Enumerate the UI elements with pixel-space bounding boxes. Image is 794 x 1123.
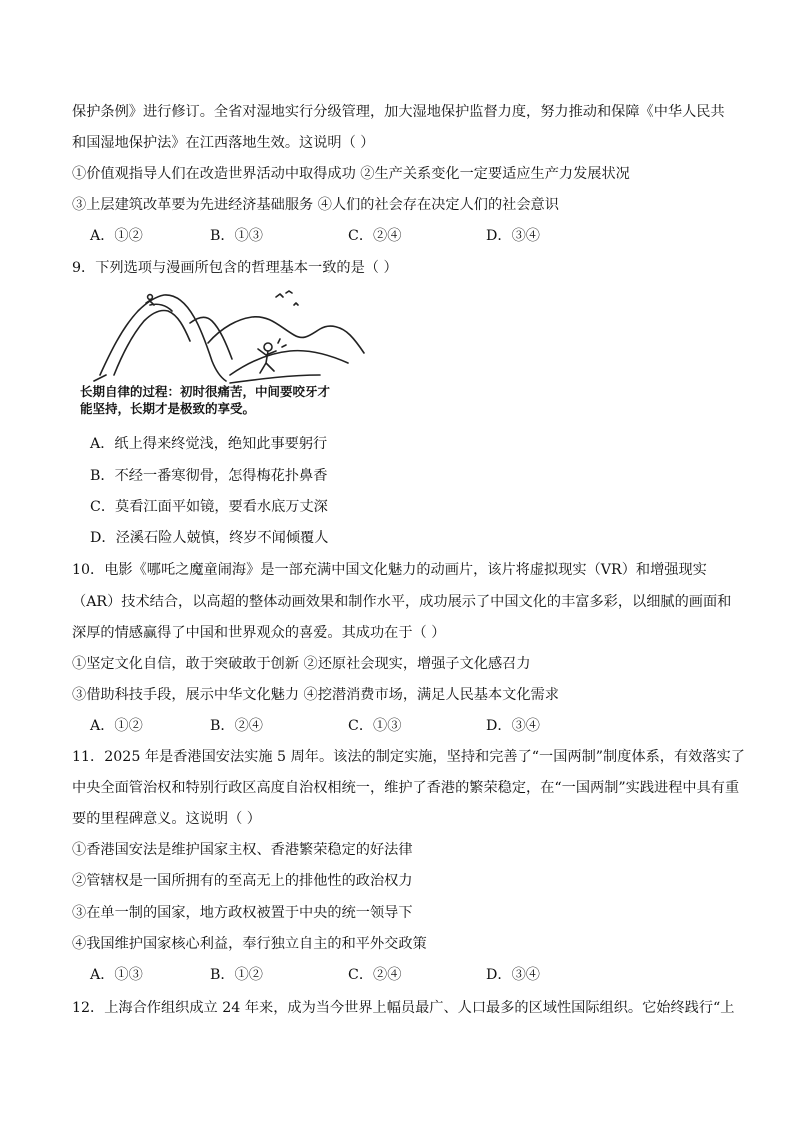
q8-option-a[interactable]: A．①② [90, 228, 143, 244]
q11-stem-line-2: 中央全面管治权和特别行政区高度自治权相统一，维护了香港的繁荣稳定，在“一国两制”实践进程中具有重 [72, 780, 740, 796]
q12-stem-line-1: 12．上海合作组织成立 24 年来，成为当今世界上幅员最广、人口最多的区域性国际组织。它始终践行“上 [72, 1000, 735, 1016]
cartoon-caption-line-1: 长期自律的过程：初时很痛苦，中间要咬牙才 [80, 384, 331, 399]
steep-mountain-outline [100, 295, 226, 381]
q10-statements-1-2: ①坚定文化自信，敢于突破敢于创新 ②还原社会现实，增强子文化感召力 [72, 656, 531, 672]
q8-option-d[interactable]: D．③④ [486, 228, 540, 244]
q8-stem-line-2: 和国湿地保护法》在江西落地生效。这说明（ ） [72, 135, 375, 151]
gentle-hills [208, 317, 364, 353]
q8-option-b[interactable]: B．①③ [210, 228, 263, 244]
q11-statement-3: ③在单一制的国家，地方政权被置于中央的统一领导下 [72, 905, 413, 921]
q10-stem-line-1: 10．电影《哪吒之魔童闹海》是一部充满中国文化魅力的动画片，该片将虚拟现实（VR）和增强现实 [72, 562, 707, 578]
q8-statements-3-4: ③上层建筑改革要为先进经济基础服务 ④人们的社会存在决定人们的社会意识 [72, 197, 559, 213]
q9-option-a[interactable]: A．纸上得来终觉浅，绝知此事要躬行 [90, 436, 328, 452]
q10-option-b[interactable]: B．②④ [210, 718, 263, 734]
q11-stem-line-3: 要的里程碑意义。这说明（ ） [72, 811, 261, 827]
q11-statement-2: ②管辖权是一国所拥有的至高无上的排他性的政治权力 [72, 873, 413, 889]
q10-option-d[interactable]: D．③④ [486, 718, 540, 734]
q10-stem-line-3: 深厚的情感赢得了中国和世界观众的喜爱。其成功在于（ ） [72, 625, 446, 641]
q10-stem-line-2: （AR）技术结合，以高超的整体动画效果和制作水平，成功展示了中国文化的丰富多彩，以细腻的画面和 [72, 594, 732, 610]
q11-option-d[interactable]: D．③④ [486, 967, 540, 983]
q11-statement-4: ④我国维护国家核心利益，奉行独立自主的和平外交政策 [72, 936, 427, 952]
q8-options [90, 226, 610, 246]
running-figure [258, 349, 276, 373]
q11-option-a[interactable]: A．①③ [90, 967, 143, 983]
q9-option-c[interactable]: C．莫看江面平如镜，要看水底万丈深 [90, 499, 328, 515]
q11-statement-1: ①香港国安法是维护国家主权、香港繁荣稳定的好法律 [72, 842, 413, 858]
q11-stem-line-1: 11．2025 年是香港国安法实施 5 周年。该法的制定实施，坚持和完善了“一国两制”制度体系，有效落实了 [72, 749, 745, 765]
q8-stem-line-1: 保护条例》进行修订。全省对湿地实行分级管理，加大湿地保护监督力度，努力推动和保障《中华人民共 [72, 104, 725, 120]
mountain-ridge-inner [114, 310, 190, 375]
q8-option-c[interactable]: C．②④ [348, 228, 402, 244]
cartoon-caption-line-2: 能坚持，长期才是极致的享受。 [80, 401, 256, 416]
middle-peak [190, 317, 232, 359]
q10-option-c[interactable]: C．①③ [348, 718, 402, 734]
q10-statements-3-4: ③借助科技手段，展示中华文化魅力 ④挖潜消费市场，满足人民基本文化需求 [72, 687, 559, 703]
q8-statements-1-2: ①价值观指导人们在改造世界活动中取得成功 ②生产关系变化一定要适应生产力发展状况 [72, 166, 630, 182]
q10-option-a[interactable]: A．①② [90, 718, 143, 734]
q9-option-b[interactable]: B．不经一番寒彻骨，怎得梅花扑鼻香 [90, 468, 328, 484]
q9-option-d[interactable]: D．泾溪石险人兢慎，终岁不闻倾覆人 [90, 530, 329, 546]
q10-options [90, 716, 610, 736]
q11-option-c[interactable]: C．②④ [348, 967, 402, 983]
birds [276, 291, 298, 305]
q9-stem: 9．下列选项与漫画所包含的哲理基本一致的是（ ） [72, 260, 398, 276]
q11-options [90, 965, 610, 985]
q11-option-b[interactable]: B．①② [210, 967, 263, 983]
